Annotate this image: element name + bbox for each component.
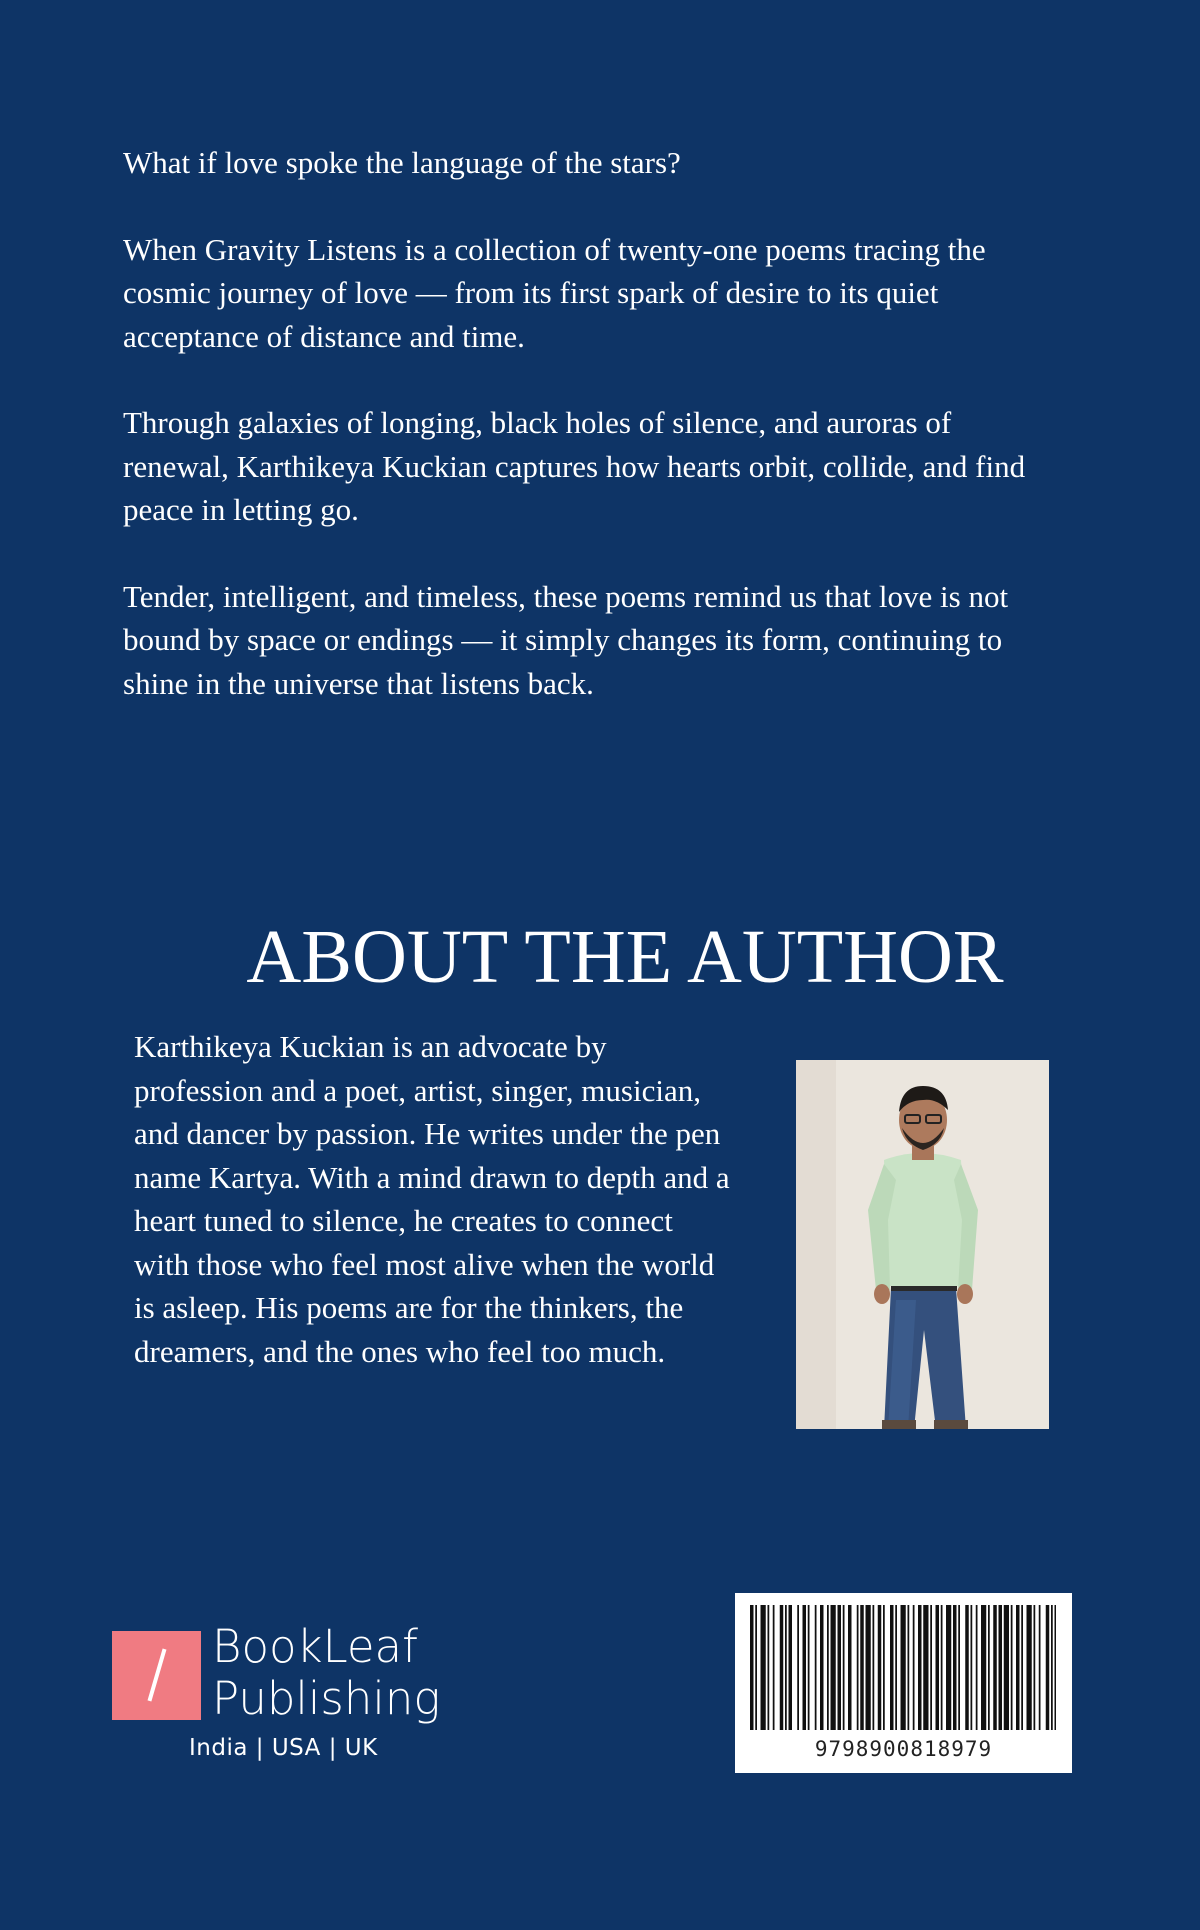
- barcode-bar: [843, 1605, 845, 1730]
- barcode-bar: [815, 1605, 817, 1730]
- barcode-bar: [999, 1605, 1003, 1730]
- barcode-bar: [860, 1605, 864, 1730]
- barcode-bar: [797, 1605, 799, 1730]
- barcode-bar: [953, 1605, 957, 1730]
- barcode-bar: [857, 1605, 859, 1730]
- about-author-heading: ABOUT THE AUTHOR: [246, 915, 1004, 999]
- publisher-name-line2: Publishing: [212, 1672, 441, 1725]
- blurb-paragraph: Tender, intelligent, and timeless, these poems remind us that love is not bound by space or endings — it simply changes its form, continuing to shine in the universe that listens back.: [123, 578, 1009, 701]
- barcode-bar: [773, 1605, 775, 1730]
- barcode-bar: [848, 1605, 852, 1730]
- blurb-question: What if love spoke the language of the stars?: [123, 145, 681, 180]
- barcode-bar: [1021, 1605, 1023, 1730]
- blurb-paragraph: When Gravity Listens is a collection of twenty-one poems tracing the cosmic journey of love — from its first spark of desire to its quiet acceptance of distance and time.: [123, 231, 986, 354]
- barcode-bar: [1004, 1605, 1009, 1730]
- slash-icon: [140, 1639, 174, 1711]
- barcode-bar: [1011, 1605, 1013, 1730]
- publisher-locations: India | USA | UK: [189, 1735, 378, 1761]
- barcode-bar: [808, 1605, 810, 1730]
- barcode-bar: [930, 1605, 932, 1730]
- barcode-bar: [878, 1605, 882, 1730]
- publisher-logo-mark: [112, 1631, 201, 1720]
- barcode-bar: [750, 1605, 754, 1730]
- publisher-name: [212, 1621, 440, 1725]
- barcode-bar: [918, 1605, 922, 1730]
- barcode-bar: [827, 1605, 829, 1730]
- barcode-bar: [965, 1605, 969, 1730]
- barcode-bar: [890, 1605, 894, 1730]
- blurb-paragraph: Through galaxies of longing, black holes of silence, and auroras of renewal, Karthikeya Kuckian captures how hearts orbit, collide, and find peace in letting go.: [123, 405, 1026, 527]
- barcode-bar: [780, 1605, 784, 1730]
- barcode-bar: [1034, 1605, 1036, 1730]
- barcode-bar: [831, 1605, 836, 1730]
- barcode-bar: [761, 1605, 766, 1730]
- barcode-bar: [895, 1605, 897, 1730]
- barcode-bar: [958, 1605, 960, 1730]
- barcode-bar: [803, 1605, 807, 1730]
- barcode-bar: [936, 1605, 940, 1730]
- barcode-bar: [923, 1605, 928, 1730]
- back-cover-blurb: [123, 141, 1063, 748]
- barcode-bar: [873, 1605, 875, 1730]
- barcode-bar: [1055, 1605, 1057, 1730]
- barcode-bar: [976, 1605, 978, 1730]
- isbn-number: 9798900818979: [814, 1737, 993, 1761]
- barcode-bar: [1027, 1605, 1032, 1730]
- barcode-bar: [1046, 1605, 1050, 1730]
- barcode-bar: [988, 1605, 990, 1730]
- author-bio: Karthikeya Kuckian is an advocate by profession and a poet, artist, singer, musician, and dancer by passion. He writes under the pen name Kartya. With a mind drawn to depth and a heart tuned to silence, he creates to connect with those who feel most alive when the world is asleep. His poems are for the thinkers, the dreamers, and the ones who feel too much.: [134, 1029, 730, 1369]
- barcode-bar: [971, 1605, 973, 1730]
- publisher-name-line1: BookLeaf: [212, 1620, 418, 1673]
- barcode-bar: [820, 1605, 824, 1730]
- barcode-bar: [838, 1605, 842, 1730]
- barcode-bar: [1051, 1605, 1053, 1730]
- barcode-bar: [913, 1605, 915, 1730]
- barcode-bar: [993, 1605, 997, 1730]
- barcode-bar: [901, 1605, 906, 1730]
- barcode-bar: [1039, 1605, 1041, 1730]
- barcode-bar: [755, 1605, 757, 1730]
- barcode-bar: [941, 1605, 943, 1730]
- barcode-bar: [883, 1605, 885, 1730]
- barcode-bar: [946, 1605, 951, 1730]
- barcode-bar: [866, 1605, 871, 1730]
- barcode-bar: [785, 1605, 787, 1730]
- barcode-bar: [908, 1605, 910, 1730]
- barcode-bar: [789, 1605, 793, 1730]
- barcode-bar: [1016, 1605, 1020, 1730]
- author-photo: [796, 1060, 1049, 1429]
- isbn-barcode: [735, 1593, 1072, 1773]
- barcode-bars: [750, 1605, 1057, 1730]
- barcode-bar: [768, 1605, 770, 1730]
- barcode-bar: [981, 1605, 986, 1730]
